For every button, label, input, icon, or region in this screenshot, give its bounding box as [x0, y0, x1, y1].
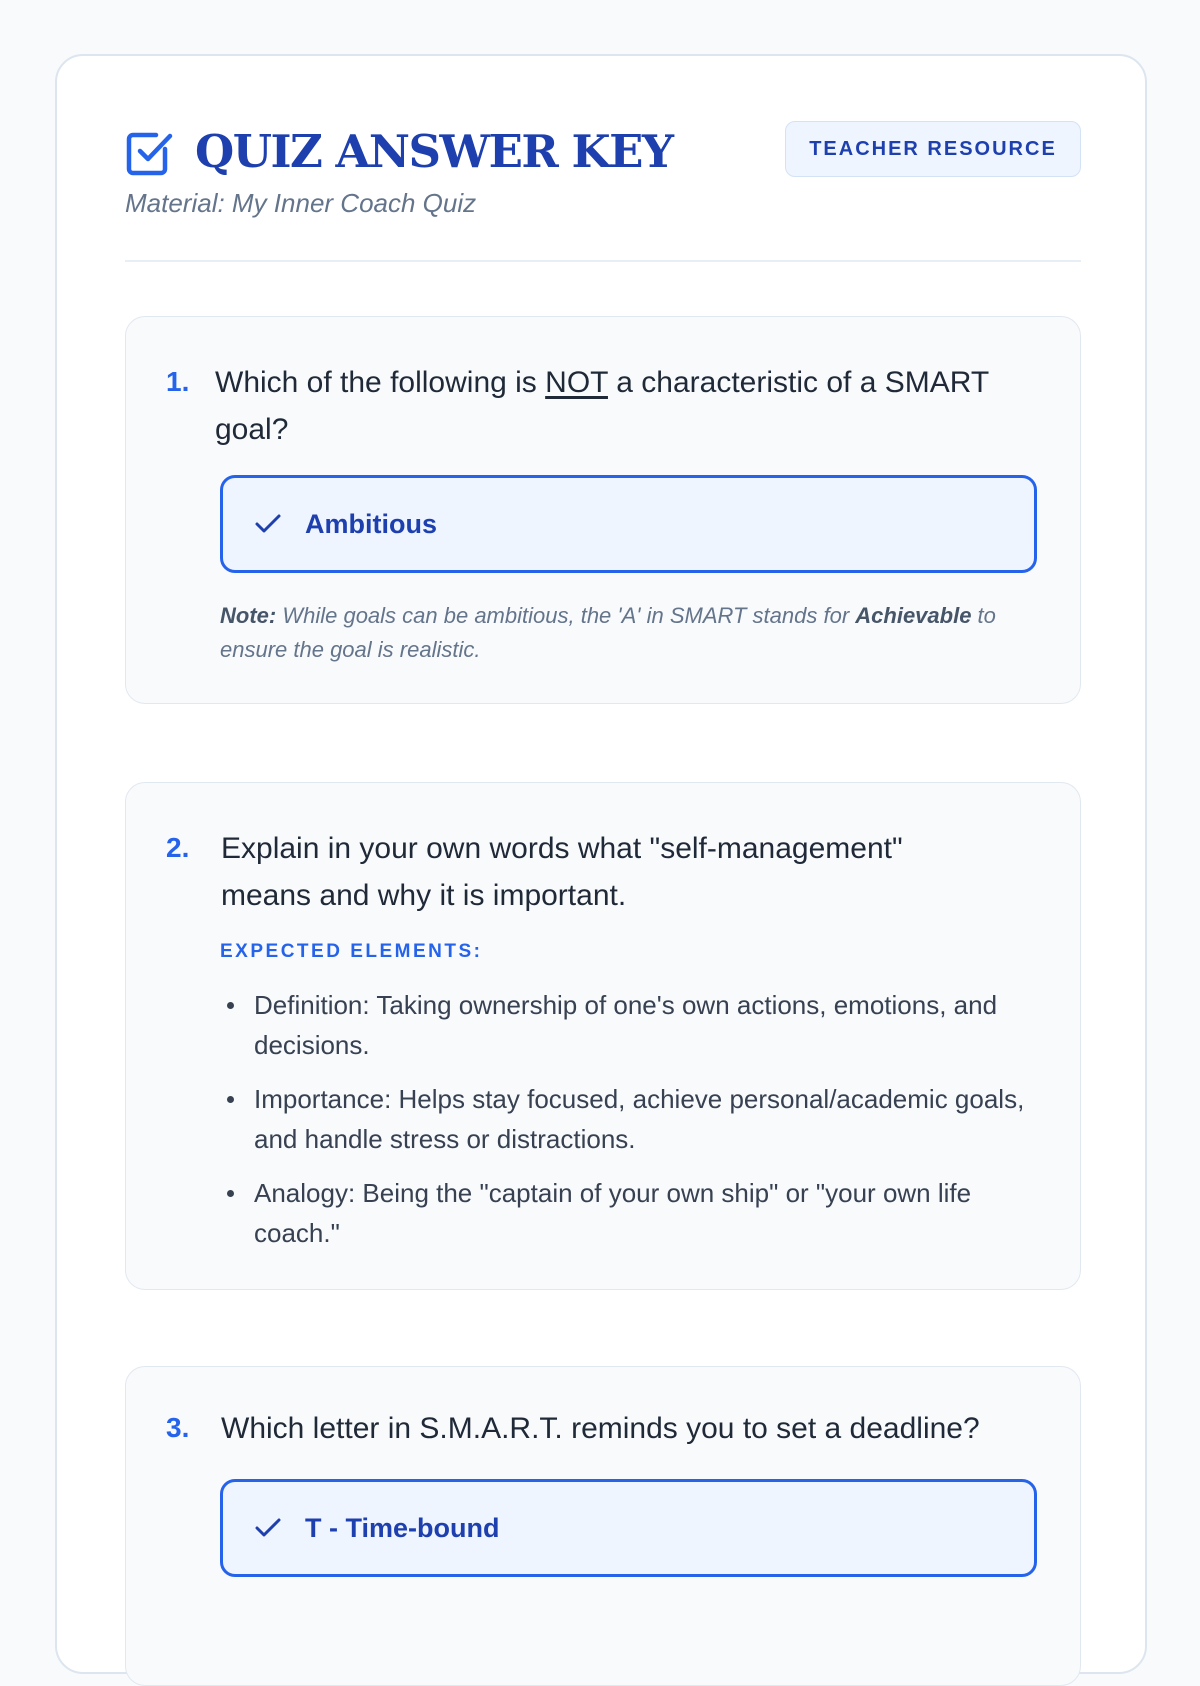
question-text	[215, 359, 1040, 453]
note-emphasis: Achievable	[855, 603, 972, 628]
answer-key-card	[55, 54, 1147, 1674]
answer-box	[220, 1479, 1037, 1577]
list-item: Definition: Taking ownership of one's own actions, emotions, and decisions.	[220, 985, 1040, 1065]
header	[125, 126, 1081, 262]
question-row	[166, 825, 1040, 919]
question-text-start: Which of the following is	[215, 366, 546, 399]
checkbox-check-icon	[125, 127, 175, 177]
question-card-2	[125, 782, 1081, 1290]
expected-elements-list	[220, 985, 1040, 1267]
answer-note	[220, 599, 1040, 667]
question-number: 1.	[166, 366, 190, 397]
list-item: Analogy: Being the "captain of your own ship" or "your own life coach."	[220, 1173, 1040, 1253]
check-icon	[253, 509, 283, 539]
question-row	[166, 1405, 1040, 1452]
question-text-end: a characteristic of a SMART goal?	[215, 366, 989, 446]
question-row	[166, 359, 1040, 453]
answer-text: Ambitious	[305, 508, 437, 539]
note-label: Note:	[220, 603, 277, 628]
note-text: While goals can be ambitious, the 'A' in SMART stands for	[276, 603, 856, 628]
question-text: Explain in your own words what "self-management" means and why it is important.	[221, 832, 903, 912]
question-number: 2.	[166, 832, 190, 863]
expected-elements-label: EXPECTED ELEMENTS:	[220, 941, 483, 962]
question-number: 3.	[166, 1412, 190, 1443]
teacher-resource-badge: TEACHER RESOURCE	[785, 121, 1081, 177]
list-item: Importance: Helps stay focused, achieve personal/academic goals, and handle stress or distractions.	[220, 1079, 1040, 1159]
answer-text: T - Time-bound	[305, 1512, 500, 1543]
answer-box	[220, 475, 1037, 573]
note-text-end: to ensure the goal is realistic.	[220, 603, 996, 662]
question-card-1	[125, 316, 1081, 704]
question-card-3	[125, 1366, 1081, 1686]
page-title: QUIZ ANSWER KEY	[195, 125, 673, 178]
question-text: Which letter in S.M.A.R.T. reminds you to set a deadline?	[221, 1412, 980, 1445]
question-emphasis: NOT	[545, 366, 608, 399]
page-subtitle: Material: My Inner Coach Quiz	[125, 188, 477, 218]
title-row	[125, 126, 673, 178]
check-icon	[253, 1513, 283, 1543]
